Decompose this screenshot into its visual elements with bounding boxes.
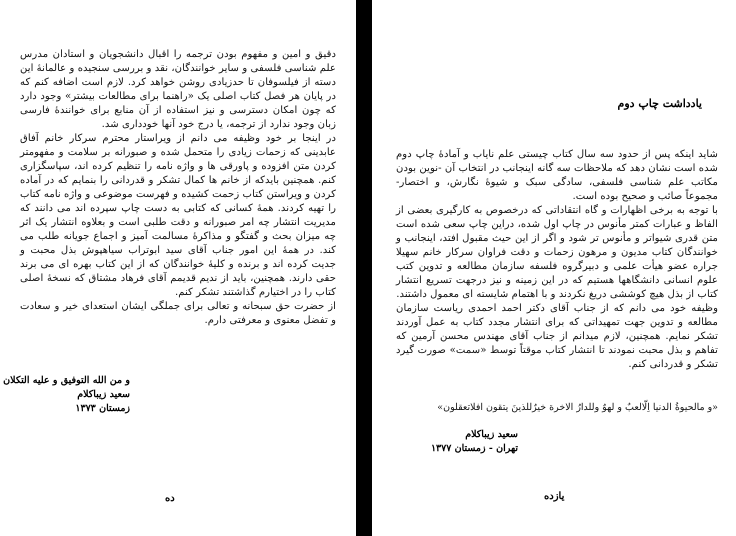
left-signature-author: سعید زیباکلام bbox=[77, 389, 130, 400]
left-page-number: ده bbox=[165, 493, 175, 504]
right-signature-date: تهران - زمستان ۱۳۷۷ bbox=[430, 443, 518, 454]
left-paragraph-1: دقیق و امین و مفهوم بودن ترجمه را اقبال دانشجویان و استادان مدرس علم شناسی فلسفی و سایر خوانندگان، نقد و بررسی سنجیده و عالمانهٔ این دسته از فیلسوفان تا حدزیادی روشن خواهد کرد. لازم است اضافه کنم که در پایان هر فصل کتاب اصلی یک «راهنما برای مطالعات بیشتر» وجود دارد که چون امکان دسترسی و نیز استفاده از آن منابع برای خوانندهٔ فارسی زبان وجود ندارد از ترجمه، یا درج خود آنها خودداری شد. bbox=[20, 49, 336, 130]
quranic-quote: «و مالحیوةُ الدنیا اِلّالعبٌ و لهوٌ وللدارُ الاخرة خیرٌللذینَ یتقون افلاتعقلون» bbox=[437, 402, 718, 413]
right-paragraph-3: وظیفه خود می دانم که از جناب آقای دکتر احمد احمدی ریاست سازمان مطالعه و تدوین جهت تمهیداتی که برای انتشار مجدد کتاب به عمل آوردند تشکر نمایم. همچنین، لازم میدانم از جناب آقای مهندس محسن آرمین که تفاهم و بذل محبت نمودند تا انتشار کتاب موقتاً توسط «سمت» صورت گیرد تشکر و قدردانی کنم. bbox=[396, 303, 718, 370]
right-page-body bbox=[396, 148, 718, 372]
left-signature-date: زمستان ۱۳۷۳ bbox=[75, 403, 130, 414]
right-signature-author: سعید زیباکلام bbox=[465, 429, 518, 440]
right-paragraph-2: با توجه به برخی اظهارات و گاه انتقاداتی که درخصوص به کارگیری بعضی از الفاظ و عبارات کمتر مأنوس در چاپ اول شده، دراین چاپ سعی شده است متن قدری شیواتر و مأنوس تر شود و اگر از این حیث مقبول افتد، اینجانب و خوانندگان کتاب مدیون و مرهون زحمات و دقت فراوان سرکار خانم سهیلا جراره عضو هیأت علمی و دبیرگروه فلسفه سازمان مطالعه و تدوین کتب علوم انسانی دانشگاهها هستیم که در این زمینه و نیز درجهت تسریع انتشار کتاب از بذل هیچ کوششی دریغ نکردند و با اهتمام شایسته ای معمول داشتند. bbox=[396, 205, 718, 300]
page-heading: یادداشت چاپ دوم bbox=[617, 97, 702, 110]
right-paragraph-1: شاید اینکه پس از حدود سه سال کتاب چیستی علم ناياب و آمادهٔ چاپ دوم شده است نشان دهد که ملاحظات سه گانه اینجانب در انتخاب آن -نوین بودن مکاتب علم شناسی فلسفی، سادگی سبک و شیوهٔ نگارش، و اختصار- مجموعاً صائب و صحیح بوده است. bbox=[396, 149, 718, 202]
right-signature bbox=[431, 428, 518, 456]
left-book-page bbox=[0, 0, 356, 536]
right-page-number: یازده bbox=[544, 491, 565, 502]
left-paragraph-2: در اینجا بر خود وظیفه می دانم از ویراستار محترم سرکار خانم آفاق عابدینی که زحمات زیادی را متحمل شده و صبورانه بر سلامت و مفهومتر کردن متن افزوده و پاورقی ها و واژه نامه را تنظیم کرده اند، سپاسگزاری کنم. همچنین بایدکه از خانم ها کمال تشکر و قدردانی را بنمایم که در آماده کردن و ویراستن کتاب زحمت کشیده و فهرست موضوعی و واژه نامه کتاب را تهیه کردند. همهٔ کسانی که کتابی به دست چاپ سپرده اند می دانند که مدیریت انتشار چه امر صبورانه و دقت طلبی است و بعلاوه انتشار یک اثر چه میزان بحث و گفتگو و مذاکرهٔ مسالمت آمیز و اجماع جویانه طلب می کند. در همهٔ این امور جناب آقای سید ابوتراب سیاهپوش بذل محبت و جدیت کرده اند و برنده و کلیهٔ خوانندگان که از این کتاب بهره ای می برند حقی دارند. همچنین، باید از ندیم قدیمم آقای فرهاد مشتاق که نسخهٔ اصلی کتاب را در اختیارم گذاشتند تشکر کنم. bbox=[20, 133, 336, 298]
right-book-page bbox=[372, 0, 736, 536]
left-paragraph-3: از حضرت حق سبحانه و تعالی برای جملگی ایشان استعدای خیر و سعادت و تفضل معنوی و معرفتی دارم. bbox=[20, 301, 336, 326]
left-page-body bbox=[20, 48, 336, 328]
left-signature-invocation: و من الله التوفیق و علیه التکلان bbox=[3, 375, 130, 386]
left-signature bbox=[3, 374, 130, 416]
